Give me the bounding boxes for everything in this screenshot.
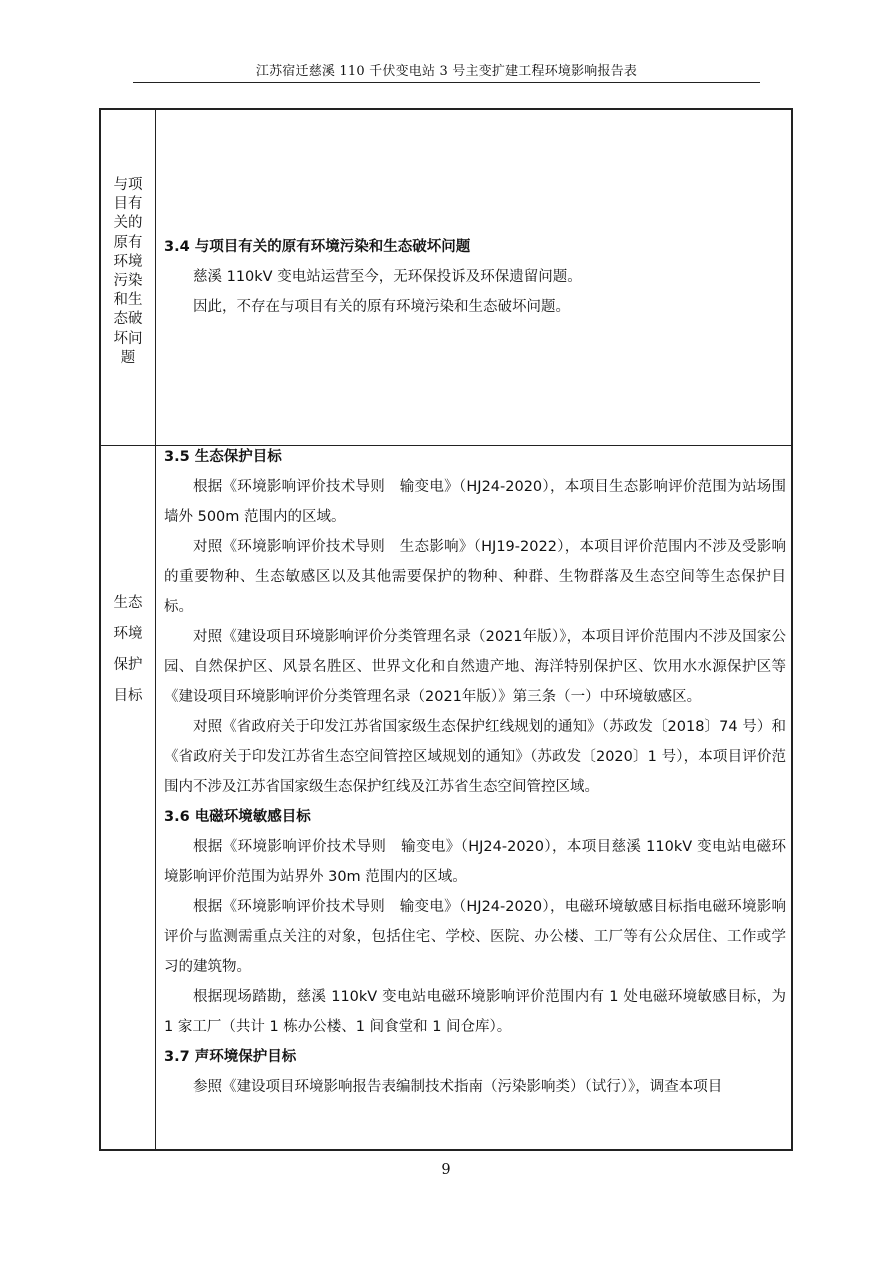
header-divider [133,82,760,83]
paragraph: 根据《环境影响评价技术导则 输变电》（HJ24-2020），本项目生态影响评价范围为站场围墙外 500m 范围内的区域。 [164,479,786,525]
paragraph: 参照《建设项目环境影响报告表编制技术指南（污染影响类）（试行）》，调查本项目 [193,1079,723,1095]
paragraph: 因此，不存在与项目有关的原有环境污染和生态破坏问题。 [193,299,570,315]
label-line: 环境 [113,626,143,642]
paragraph: 对照《环境影响评价技术导则 生态影响》（HJ19-2022），本项目评价范围内不涉及受影响的重要物种、生态敏感区以及其他需要保护的物种、种群、生物群落及生态空间等生态保护目标。 [164,539,786,615]
paragraph: 根据《环境影响评价技术导则 输变电》（HJ24-2020），电磁环境敏感目标指电磁环境影响评价与监测需重点关注的对象，包括住宅、学校、医院、办公楼、工厂等有公众居住、工作或学习的建筑物。 [164,899,786,975]
document-header-title: 江苏宿迁慈溪 110 千伏变电站 3 号主变扩建工程环境影响报告表 [255,64,638,79]
section-heading-3-5: 3.5 生态保护目标 [164,449,282,465]
column-divider [155,109,156,1151]
label-line: 目标 [113,688,143,704]
paragraph: 对照《建设项目环境影响评价分类管理名录（2021年版）》，本项目评价范围内不涉及国家公园、自然保护区、风景名胜区、世界文化和自然遗产地、海洋特别保护区、饮用水水源保护区等《建设项目环境影响评价分类管理名录（2021年版）》第三条（一）中环境敏感区。 [164,629,786,705]
row-content-existing-pollution [164,232,786,322]
paragraph: 对照《省政府关于印发江苏省国家级生态保护红线规划的通知》（苏政发〔2018〕74 号）和《省政府关于印发江苏省生态空间管控区域规划的通知》（苏政发〔2020〕1 号），本项目评价范围内不涉及江苏省国家级生态保护红线及江苏省生态空间管控区域。 [164,719,786,795]
paragraph: 根据《环境影响评价技术导则 输变电》（HJ24-2020），本项目慈溪 110kV 变电站电磁环境影响评价范围为站界外 30m 范围内的区域。 [164,839,786,885]
page-number: 9 [441,1162,451,1178]
row-label-existing-pollution: 与项目有关的原有环境污染和生态破坏问题 [113,177,143,366]
section-heading-3-4: 3.4 与项目有关的原有环境污染和生态破坏问题 [164,239,471,255]
paragraph: 根据现场踏勘，慈溪 110kV 变电站电磁环境影响评价范围内有 1 处电磁环境敏感目标，为 1 家工厂（共计 1 栋办公楼、1 间食堂和 1 间仓库）。 [164,989,786,1035]
label-line: 保护 [113,657,143,673]
paragraph: 慈溪 110kV 变电站运营至今，无环保投诉及环保遗留问题。 [193,269,582,285]
label-line: 生态 [113,595,143,611]
row-content-eco-protection-targets [164,442,786,1102]
row-label-eco-protection-targets [102,588,154,712]
section-heading-3-7: 3.7 声环境保护目标 [164,1049,297,1065]
section-heading-3-6: 3.6 电磁环境敏感目标 [164,809,311,825]
